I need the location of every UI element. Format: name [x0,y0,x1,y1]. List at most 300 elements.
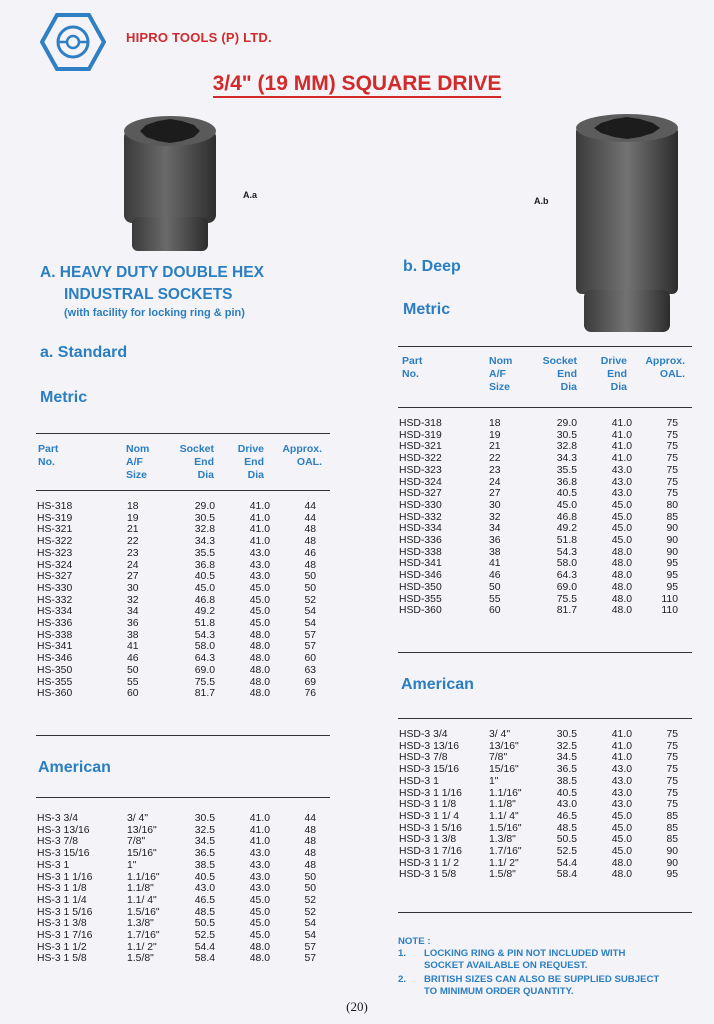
socket-dia-cell: 50.5 [194,918,215,930]
nom-size-cell: 46 [127,653,139,665]
drive-dia-cell: 48.0 [611,581,632,593]
part-no-cell: HSD-3 1 3/8 [399,834,457,846]
drive-dia-cell: 48.0 [249,676,270,688]
socket-dia-cell: 40.5 [194,571,215,583]
divider-right-bottom [398,912,692,913]
oal-cell: 80 [666,499,678,511]
notes [398,936,698,998]
oal-cell: 75 [666,764,678,776]
part-no-cell: HS-327 [37,571,73,583]
part-no-cell: HS-3 1 3/8 [37,918,87,930]
drive-dia-cell: 41.0 [249,512,270,524]
oal-cell: 90 [666,546,678,558]
table-row [399,594,678,606]
nom-size-cell: 55 [489,593,501,605]
standard-metric-table [37,501,316,700]
nom-size-cell: 34 [127,606,139,618]
socket-dia-cell: 69.0 [194,664,215,676]
table-row [37,848,316,860]
oal-cell: 75 [666,787,678,799]
nom-size-cell: 13/16" [489,740,519,752]
drive-dia-cell: 48.0 [611,857,632,869]
oal-cell: 85 [666,822,678,834]
drive-dia-cell: 45.0 [249,930,270,942]
nom-size-cell: 41 [127,641,139,653]
part-no-cell: HSD-334 [399,523,442,535]
oal-cell: 54 [304,618,316,630]
part-no-cell: HS-3 1 1/8 [37,883,87,895]
drive-dia-cell: 48.0 [611,869,632,881]
socket-dia-cell: 52.5 [556,846,577,858]
socket-dia-cell: 38.5 [556,775,577,787]
part-no-cell: HS-3 7/8 [37,836,79,848]
socket-dia-cell: 45.0 [194,582,215,594]
table-row [399,418,678,430]
drive-dia-cell: 41.0 [611,752,632,764]
oal-cell: 54 [304,918,316,930]
table-row [37,930,316,942]
part-no-cell: HSD-3 13/16 [399,740,460,752]
nom-size-cell: 1.5/8" [489,869,516,881]
socket-dia-cell: 30.5 [556,729,577,740]
socket-dia-cell: 30.5 [194,512,215,524]
oal-cell: 50 [304,883,316,895]
part-no-cell: HS-3 1 1/16 [37,871,93,883]
nom-size-cell: 7/8" [127,836,146,848]
image-label-a: A.a [243,190,258,200]
oal-cell: 48 [304,836,316,848]
socket-dia-cell: 75.5 [556,593,577,605]
col-oal-deep: Approx. OAL. [645,355,685,380]
table-row [37,560,316,572]
socket-dia-cell: 58.4 [556,869,577,881]
table-row [399,523,678,535]
socket-dia-cell: 43.0 [556,799,577,811]
drive-dia-cell: 41.0 [611,441,632,453]
socket-dia-cell: 51.8 [194,618,215,630]
oal-cell: 95 [666,869,678,881]
nom-size-cell: 27 [127,571,139,583]
part-no-cell: HS-3 1 1/4 [37,894,87,906]
oal-cell: 48 [304,524,316,536]
socket-dia-cell: 29.0 [556,418,577,429]
part-no-cell: HS-319 [37,512,73,524]
col-socket-deep: Socket End Dia [542,355,577,393]
table-row [37,630,316,642]
notes-label: NOTE : [398,936,431,947]
nom-size-cell: 3/ 4" [489,729,511,740]
part-no-cell: HS-341 [37,641,73,653]
drive-dia-cell: 43.0 [249,547,270,559]
socket-dia-cell: 46.5 [556,810,577,822]
section-a-note: (with facility for locking ring & pin) [64,307,245,319]
oal-cell: 50 [304,582,316,594]
nom-size-cell: 1.1/16" [489,787,522,799]
drive-dia-cell: 41.0 [611,418,632,429]
nom-size-cell: 21 [489,441,501,453]
drive-dia-cell: 48.0 [611,593,632,605]
socket-dia-cell: 30.5 [194,813,215,824]
socket-dia-cell: 34.5 [556,752,577,764]
drive-dia-cell: 43.0 [611,775,632,787]
col-drive: Drive End Dia [237,443,264,481]
drive-dia-cell: 48.0 [611,546,632,558]
part-no-cell: HS-334 [37,606,73,618]
nom-size-cell: 15/16" [127,848,157,860]
col-oal: Approx. OAL. [282,443,322,468]
part-no-cell: HSD-3 1 1/ 4 [399,810,460,822]
oal-cell: 85 [666,834,678,846]
table-row [399,441,678,453]
drive-dia-cell: 43.0 [249,871,270,883]
oal-cell: 44 [304,512,316,524]
table-row [37,688,316,700]
nom-size-cell: 24 [127,559,139,571]
nom-size-cell: 38 [127,629,139,641]
nom-size-cell: 1.1/16" [127,871,160,883]
oal-cell: 75 [666,729,678,740]
nom-size-cell: 1.7/16" [489,846,522,858]
part-no-cell: HSD-355 [399,593,442,605]
part-no-cell: HSD-3 15/16 [399,764,460,776]
part-no-cell: HSD-350 [399,581,442,593]
oal-cell: 95 [666,581,678,593]
drive-dia-cell: 41.0 [249,836,270,848]
drive-dia-cell: 45.0 [611,810,632,822]
drive-dia-cell: 41.0 [611,729,632,740]
nom-size-cell: 1" [489,775,499,787]
part-no-cell: HSD-346 [399,570,442,582]
table-row [399,453,678,465]
deep-metric-table [399,418,678,617]
nom-size-cell: 36 [127,618,139,630]
drive-dia-cell: 43.0 [249,848,270,860]
socket-dia-cell: 81.7 [194,688,215,700]
oal-cell: 44 [304,813,316,824]
table-row [37,536,316,548]
part-no-cell: HSD-360 [399,605,442,617]
table-row [399,558,678,570]
oal-cell: 48 [304,559,316,571]
part-no-cell: HSD-3 1 1/ 2 [399,857,460,869]
drive-dia-cell: 43.0 [611,764,632,776]
part-no-cell: HS-3 1 5/16 [37,906,93,918]
socket-dia-cell: 34.5 [194,836,215,848]
company-logo [40,12,106,72]
nom-size-cell: 1.1/ 4" [127,894,157,906]
part-no-cell: HS-321 [37,524,73,536]
oal-cell: 57 [304,953,316,965]
table-row [37,618,316,630]
table-row [399,500,678,512]
drive-dia-cell: 45.0 [611,846,632,858]
company-name: HIPRO TOOLS (P) LTD. [126,30,272,45]
drive-dia-cell: 48.0 [249,941,270,953]
drive-dia-cell: 48.0 [249,629,270,641]
nom-size-cell: 1.1/8" [127,883,154,895]
nom-size-cell: 24 [489,476,501,488]
col-drive-deep: Drive End Dia [600,355,627,393]
nom-size-cell: 1.3/8" [489,834,516,846]
nom-size-cell: 21 [127,524,139,536]
table-row [399,823,678,835]
table-row [37,571,316,583]
part-no-cell: HS-3 1 1/2 [37,941,87,953]
nom-size-cell: 1.1/ 2" [489,857,519,869]
oal-cell: 95 [666,570,678,582]
drive-dia-cell: 41.0 [611,740,632,752]
section-a-heading: A. HEAVY DUTY DOUBLE HEX INDUSTRAL SOCKETS [40,264,264,303]
divider-right-header [398,407,692,408]
oal-cell: 57 [304,941,316,953]
part-no-cell: HSD-3 3/4 [399,729,448,740]
socket-dia-cell: 32.8 [194,524,215,536]
part-no-cell: HSD-321 [399,441,442,453]
drive-dia-cell: 41.0 [249,536,270,548]
socket-dia-cell: 36.8 [556,476,577,488]
nom-size-cell: 50 [489,581,501,593]
part-no-cell: HSD-3 7/8 [399,752,448,764]
part-no-cell: HS-3 1 5/8 [37,953,87,965]
note-1: 1. LOCKING RING & PIN NOT INCLUDED WITH SOCKET AVAILABLE ON REQUEST. [398,948,626,971]
oal-cell: 48 [304,536,316,548]
drive-dia-cell: 45.0 [249,618,270,630]
part-no-cell: HSD-341 [399,558,442,570]
part-no-cell: HSD-322 [399,453,442,465]
col-nom: Nom A/F Size [126,443,150,481]
nom-size-cell: 32 [489,511,501,523]
drive-dia-cell: 41.0 [249,824,270,836]
socket-dia-cell: 49.2 [194,606,215,618]
nom-size-cell: 1.1/8" [489,799,516,811]
nom-size-cell: 38 [489,546,501,558]
table-row [37,513,316,525]
socket-dia-cell: 54.3 [194,629,215,641]
oal-cell: 95 [666,558,678,570]
nom-size-cell: 36 [489,535,501,547]
standard-american-label: American [38,759,111,776]
nom-size-cell: 1.1/ 2" [127,941,157,953]
table-row [37,665,316,677]
oal-cell: 90 [666,846,678,858]
nom-size-cell: 22 [489,453,501,465]
divider-left-top [36,433,330,434]
socket-dia-cell: 36.8 [194,559,215,571]
drive-dia-cell: 45.0 [249,594,270,606]
drive-dia-cell: 45.0 [611,822,632,834]
table-row [37,907,316,919]
divider-left-american [36,797,330,798]
drive-dia-cell: 48.0 [611,570,632,582]
drive-dia-cell: 48.0 [249,653,270,665]
nom-size-cell: 23 [489,464,501,476]
drive-dia-cell: 43.0 [249,571,270,583]
deep-metric-label: Metric [403,301,451,318]
nom-size-cell: 34 [489,523,501,535]
table-row [37,641,316,653]
socket-dia-cell: 32.5 [556,740,577,752]
part-no-cell: HSD-3 1 7/16 [399,846,462,858]
drive-dia-cell: 48.0 [249,953,270,965]
col-nom-deep: Nom A/F Size [489,355,513,393]
drive-dia-cell: 43.0 [611,799,632,811]
drive-dia-cell: 45.0 [611,535,632,547]
drive-dia-cell: 41.0 [249,813,270,824]
socket-dia-cell: 32.5 [194,824,215,836]
table-row [37,501,316,513]
part-no-cell: HS-3 1 [37,859,70,871]
socket-dia-cell: 32.8 [556,441,577,453]
drive-dia-cell: 45.0 [611,511,632,523]
oal-cell: 52 [304,894,316,906]
table-row [37,918,316,930]
socket-dia-cell: 52.5 [194,930,215,942]
subheading-standard: a. Standard [40,344,128,361]
drive-dia-cell: 48.0 [249,664,270,676]
oal-cell: 75 [666,418,678,429]
table-row [37,548,316,560]
part-no-cell: HS-3 13/16 [37,824,90,836]
nom-size-cell: 60 [127,688,139,700]
table-row [399,834,678,846]
standard-socket-image [116,113,224,255]
oal-cell: 50 [304,871,316,883]
note-2: 2. BRITISH SIZES CAN ALSO BE SUPPLIED SUBJECT TO MINIMUM ORDER QUANTITY. [398,974,660,997]
socket-dia-cell: 51.8 [556,535,577,547]
part-no-cell: HS-322 [37,536,73,548]
nom-size-cell: 1.3/8" [127,918,154,930]
drive-dia-cell: 45.0 [249,918,270,930]
drive-dia-cell: 48.0 [611,605,632,617]
page-number: (20) [346,999,368,1014]
part-no-cell: HSD-336 [399,535,442,547]
drive-dia-cell: 48.0 [249,641,270,653]
socket-dia-cell: 69.0 [556,581,577,593]
oal-cell: 90 [666,857,678,869]
part-no-cell: HSD-327 [399,488,442,500]
oal-cell: 75 [666,429,678,441]
table-row [399,846,678,858]
drive-dia-cell: 43.0 [611,787,632,799]
nom-size-cell: 1.5/8" [127,953,154,965]
nom-size-cell: 1.5/16" [127,906,160,918]
nom-size-cell: 19 [489,429,501,441]
oal-cell: 69 [304,676,316,688]
col-socket: Socket End Dia [179,443,214,481]
drive-dia-cell: 45.0 [249,894,270,906]
nom-size-cell: 7/8" [489,752,508,764]
part-no-cell: HS-323 [37,547,73,559]
oal-cell: 57 [304,629,316,641]
oal-cell: 90 [666,523,678,535]
socket-dia-cell: 81.7 [556,605,577,617]
nom-size-cell: 18 [127,501,139,512]
table-row [399,430,678,442]
divider-right-top [398,346,692,347]
drive-dia-cell: 43.0 [249,883,270,895]
socket-dia-cell: 64.3 [556,570,577,582]
nom-size-cell: 46 [489,570,501,582]
table-row [37,595,316,607]
oal-cell: 75 [666,740,678,752]
table-row [399,858,678,870]
standard-american-table [37,813,316,965]
table-row [399,570,678,582]
drive-dia-cell: 41.0 [611,429,632,441]
table-row [399,764,678,776]
table-row [37,883,316,895]
socket-dia-cell: 35.5 [556,464,577,476]
part-no-cell: HSD-3 1 5/16 [399,822,462,834]
oal-cell: 75 [666,476,678,488]
socket-dia-cell: 38.5 [194,859,215,871]
oal-cell: 54 [304,930,316,942]
col-part: Part No. [38,443,59,468]
part-no-cell: HSD-319 [399,429,442,441]
drive-dia-cell: 48.0 [611,558,632,570]
table-row [37,872,316,884]
deep-american-table [399,729,678,881]
part-no-cell: HSD-330 [399,499,442,511]
part-no-cell: HSD-3 1 1/16 [399,787,462,799]
part-no-cell: HSD-3 1 1/8 [399,799,457,811]
socket-dia-cell: 54.3 [556,546,577,558]
nom-size-cell: 15/16" [489,764,519,776]
nom-size-cell: 23 [127,547,139,559]
socket-dia-cell: 40.5 [556,488,577,500]
divider-left-header [36,490,330,491]
oal-cell: 75 [666,488,678,500]
socket-dia-cell: 35.5 [194,547,215,559]
socket-dia-cell: 36.5 [556,764,577,776]
table-row [37,524,316,536]
table-row [37,836,316,848]
table-row [399,799,678,811]
table-row [399,465,678,477]
socket-dia-cell: 49.2 [556,523,577,535]
divider-left-mid [36,735,330,736]
oal-cell: 48 [304,848,316,860]
drive-dia-cell: 43.0 [249,859,270,871]
oal-cell: 52 [304,906,316,918]
socket-dia-cell: 40.5 [194,871,215,883]
oal-cell: 48 [304,824,316,836]
oal-cell: 76 [304,688,316,700]
divider-right-american [398,718,692,719]
drive-dia-cell: 45.0 [249,606,270,618]
oal-cell: 60 [304,653,316,665]
nom-size-cell: 41 [489,558,501,570]
part-no-cell: HS-3 15/16 [37,848,90,860]
divider-right-mid [398,652,692,653]
nom-size-cell: 3/ 4" [127,813,149,824]
oal-cell: 54 [304,606,316,618]
table-row [37,895,316,907]
socket-dia-cell: 29.0 [194,501,215,512]
oal-cell: 50 [304,571,316,583]
part-no-cell: HSD-338 [399,546,442,558]
drive-dia-cell: 41.0 [249,524,270,536]
table-row [37,653,316,665]
table-row [37,813,316,825]
table-row [37,860,316,872]
oal-cell: 75 [666,453,678,465]
part-no-cell: HS-346 [37,653,73,665]
nom-size-cell: 1.1/ 4" [489,810,519,822]
standard-metric-label: Metric [40,389,88,406]
socket-dia-cell: 34.3 [556,453,577,465]
table-row [37,953,316,965]
